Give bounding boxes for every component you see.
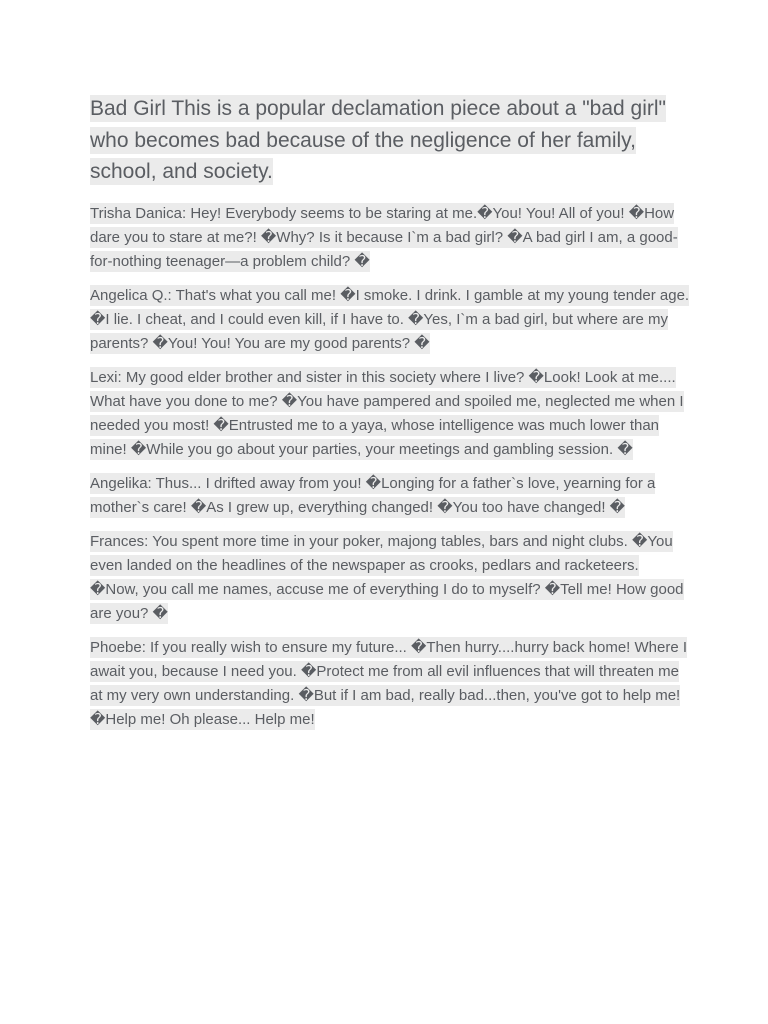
paragraph-frances (90, 530, 690, 626)
paragraph-text: Trisha Danica: Hey! Everybody seems to be staring at me.�You! You! All of you! �How dare you to stare at me?! �Why? Is it because I`m a bad girl? �A bad girl I am, a good-for-nothing teenager—a problem child? � (90, 204, 678, 270)
paragraph-text: Frances: You spent more time in your poker, majong tables, bars and night clubs. �You even landed on the headlines of the newspaper as crooks, pedlars and racketeers. �Now, you call me names, accuse me of everything I do to myself? �Tell me! How good are you? � (90, 532, 684, 622)
paragraph-trisha (90, 202, 690, 274)
paragraph-text: Angelika: Thus... I drifted away from you! �Longing for a father`s love, yearning for a mother`s care! �As I grew up, everything changed! �You too have changed! � (90, 474, 656, 516)
document-page (90, 93, 690, 742)
document-title (90, 93, 690, 188)
paragraph-lexi (90, 366, 690, 462)
paragraph-angelica (90, 284, 690, 356)
paragraph-text: Lexi: My good elder brother and sister in this society where I live? �Look! Look at me.... What have you done to me? �You have pampered and spoiled me, neglected me when I needed you most! �Entrusted me to a yaya, whose intelligence was much lower than mine! �While you go about your parties, your meetings and gambling session. � (90, 368, 684, 458)
paragraph-text: Phoebe: If you really wish to ensure my future... �Then hurry....hurry back home! Where I await you, because I need you. �Protect me from all evil influences that will threaten me at my very own understanding. �But if I am bad, really bad...then, you've got to help me! �Help me! Oh please... Help me! (90, 638, 688, 728)
paragraph-text: Angelica Q.: That's what you call me! �I smoke. I drink. I gamble at my young tender age. �I lie. I cheat, and I could even kill, if I have to. �Yes, I`m a bad girl, but where are my parents? �You! You! You are my good parents? � (90, 286, 690, 352)
document-title-text: Bad Girl This is a popular declamation piece about a "bad girl" who becomes bad because of the negligence of her family, school, and society. (90, 97, 667, 183)
paragraph-angelika (90, 472, 690, 520)
paragraph-phoebe (90, 636, 690, 732)
